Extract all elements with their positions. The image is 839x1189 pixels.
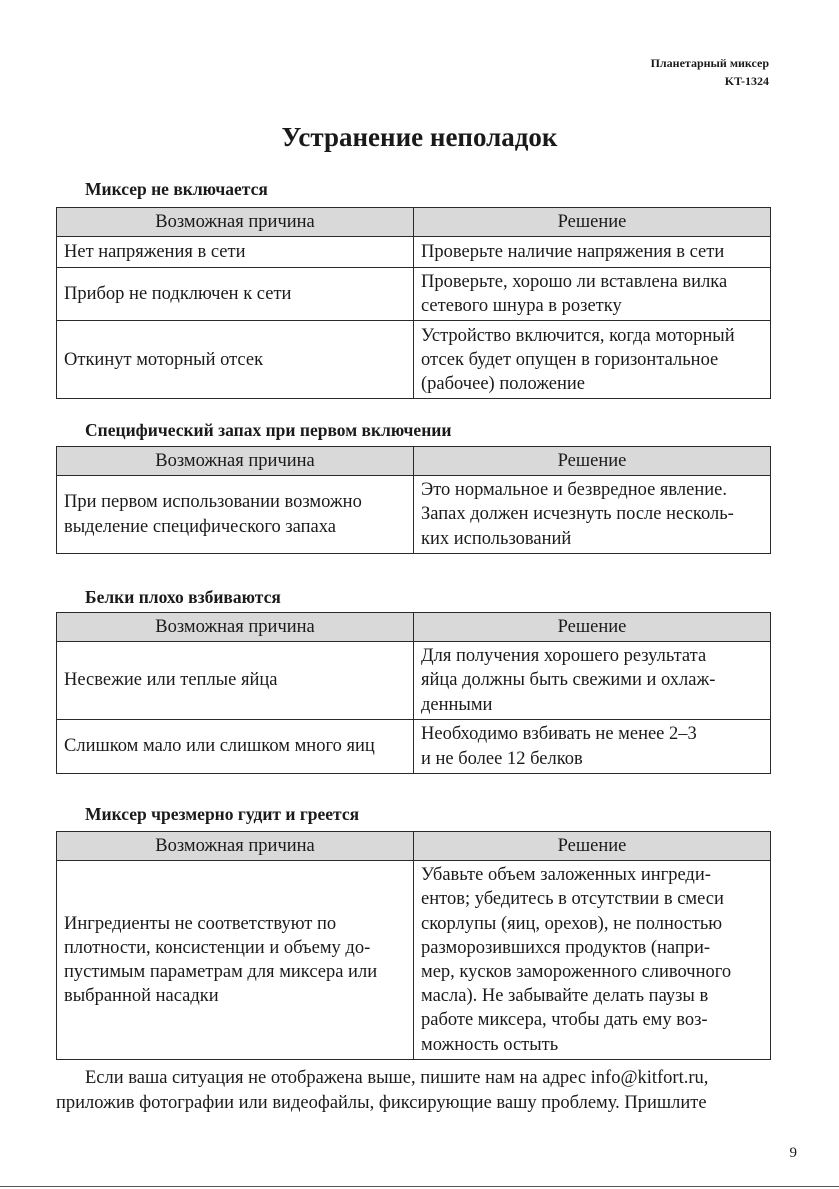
solution-line: Устройство включится, когда моторный (421, 325, 735, 346)
column-header-solution: Решение (414, 613, 771, 642)
table-row (57, 476, 771, 554)
table-header-row (57, 613, 771, 642)
section-title-2: Специфический запах при первом включении (85, 420, 452, 440)
table-header-row (57, 447, 771, 476)
solution-line: Для получения хорошего результата (421, 646, 707, 667)
solution-line: яйца должны быть свежими и охлаж- (421, 670, 716, 691)
table-row (57, 861, 771, 1060)
table-row (57, 642, 771, 720)
page-title: Устранение неполадок (281, 122, 558, 152)
cause-cell: Нет напряжения в сети (57, 237, 414, 268)
troubleshooting-table-4 (56, 831, 771, 1060)
cause-cell: Слишком мало или слишком много яиц (57, 720, 414, 774)
solution-line: Запах должен исчезнуть после несколь- (421, 504, 734, 525)
solution-line: (рабочее) положение (421, 374, 586, 394)
troubleshooting-table-3 (56, 612, 771, 774)
solution-line: Необходимо взбивать не менее 2–3 (421, 724, 697, 745)
page-number: 9 (789, 1145, 797, 1161)
table-header-row (57, 208, 771, 237)
solution-line: и не более 12 белков (421, 748, 583, 769)
column-header-solution: Решение (414, 208, 771, 237)
column-header-cause: Возможная причина (57, 208, 414, 237)
column-header-cause: Возможная причина (57, 613, 414, 642)
header-model: KT-1324 (724, 74, 769, 88)
solution-cell (414, 476, 771, 554)
column-header-cause: Возможная причина (57, 447, 414, 476)
solution-line: сетевого шнура в розетку (421, 296, 622, 317)
cause-cell: Откинут моторный отсек (57, 321, 414, 399)
table-header-row (57, 832, 771, 861)
solution-cell (414, 861, 771, 1060)
cause-cell: Прибор не подключен к сети (57, 268, 414, 321)
table-row (57, 321, 771, 399)
solution-line: денными (421, 694, 493, 715)
contact-paragraph (56, 1066, 771, 1116)
table-row (57, 268, 771, 321)
solution-line: мер, кусков замороженного сливочного (421, 962, 732, 982)
solution-cell (414, 268, 771, 321)
column-header-solution: Решение (414, 447, 771, 476)
column-header-solution: Решение (414, 832, 771, 861)
solution-line: Убавьте объем заложенных ингреди- (421, 865, 711, 886)
solution-line: масла). Не забывайте делать паузы в (421, 986, 709, 1007)
table-row (57, 237, 771, 268)
cause-line: плотности, консистенции и объему до- (64, 937, 371, 958)
cause-line: выбранной насадки (64, 986, 219, 1007)
paragraph-line: приложив фотографии или видеофайлы, фиксирующие вашу проблему. Пришлите (56, 1093, 707, 1113)
solution-line: ких использований (421, 528, 572, 549)
solution-line: ентов; убедитесь в отсутствии в смеси (421, 889, 724, 910)
paragraph-line: Если ваша ситуация не отображена выше, пишите нам на адрес info@kitfort.ru, (85, 1068, 709, 1088)
page-bottom-rule (0, 1186, 839, 1187)
section-title-3: Белки плохо взбиваются (85, 587, 281, 607)
cause-cell (57, 476, 414, 554)
cause-cell: Несвежие или теплые яйца (57, 642, 414, 720)
solution-line: Проверьте наличие напряжения в сети (421, 241, 725, 262)
solution-cell (414, 237, 771, 268)
solution-line: можность остыть (421, 1034, 559, 1055)
solution-line: отсек будет опущен в горизонтальное (421, 349, 719, 370)
cause-line: пустимым параметрам для миксера или (64, 962, 378, 982)
solution-line: Проверьте, хорошо ли вставлена вилка (421, 272, 728, 292)
cause-line: Ингредиенты не соответствуют по (64, 913, 337, 934)
table-row (57, 720, 771, 774)
header-product: Планетарный миксер (650, 56, 769, 70)
solution-line: скорлупы (яиц, орехов), не полностью (421, 913, 723, 934)
solution-cell (414, 321, 771, 399)
solution-cell (414, 642, 771, 720)
document-header (651, 54, 769, 90)
solution-cell (414, 720, 771, 774)
cause-line: При первом использовании возможно (64, 492, 362, 513)
section-title-4: Миксер чрезмерно гудит и греется (85, 804, 360, 824)
cause-cell (57, 861, 414, 1060)
cause-line: выделение специфического запаха (64, 516, 336, 537)
column-header-cause: Возможная причина (57, 832, 414, 861)
troubleshooting-table-2 (56, 446, 771, 554)
solution-line: разморозившихся продуктов (напри- (421, 937, 711, 958)
solution-line: Это нормальное и безвредное явление. (421, 480, 727, 501)
solution-line: работе миксера, чтобы дать ему воз- (421, 1010, 708, 1031)
section-title-1: Миксер не включается (85, 179, 268, 199)
troubleshooting-table-1 (56, 207, 771, 399)
